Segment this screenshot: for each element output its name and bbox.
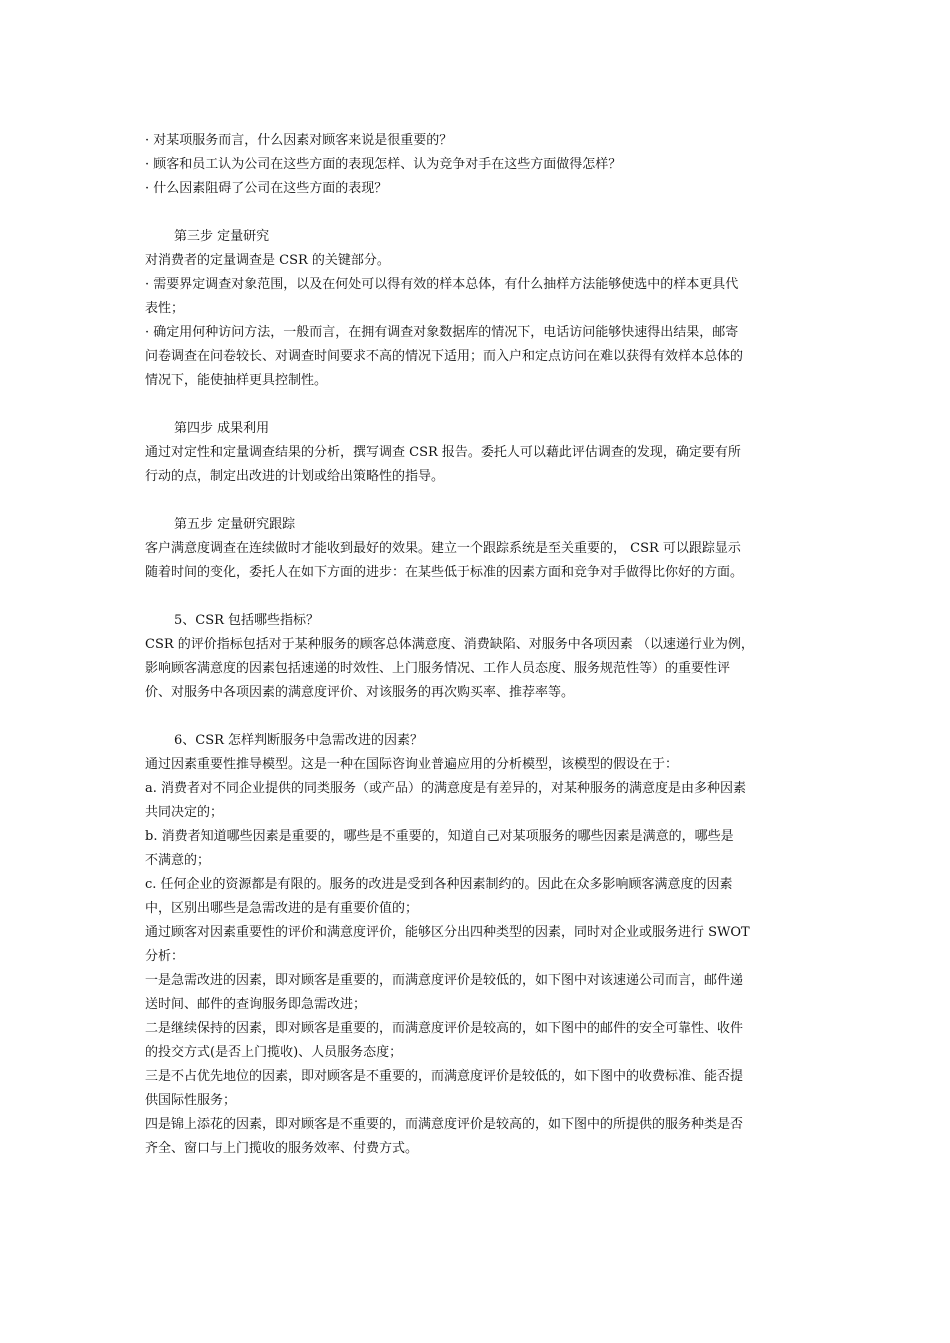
section-heading-q6: 6、CSR 怎样判断服务中急需改进的因素？ [174,733,424,748]
section-heading-step4: 第四步 成果利用 [174,421,270,436]
paragraph-line: 四是锦上添花的因素，即对顾客是不重要的，而满意度评价是较高的，如下图中的所提供的服务种类是否 [145,1117,744,1132]
paragraph-line: 随着时间的变化，委托人在如下方面的进步：在某些低于标准的因素方面和竞争对手做得比你好的方面。 [145,565,744,580]
paragraph-line: 价、对服务中各项因素的满意度评价、对该服务的再次购买率、推荐率等。 [145,685,575,700]
blank-line [145,489,810,513]
paragraph-line: 通过对定性和定量调查结果的分析，撰写调查 CSR 报告。委托人可以藉此评估调查的发现，确定要有所 [145,445,741,460]
paragraph-line: 共同决定的； [145,805,224,820]
paragraph-line: 影响顾客满意度的因素包括速递的时效性、上门服务情况、工作人员态度、服务规范性等）的重要性评 [145,661,731,676]
paragraph-line: 对消费者的定量调查是 CSR 的关键部分。 [145,253,390,268]
paragraph-line: 的投交方式(是否上门揽收)、人员服务态度； [145,1045,403,1060]
paragraph-line: 二是继续保持的因素，即对顾客是重要的，而满意度评价是较高的，如下图中的邮件的安全可靠性、收件 [145,1021,744,1036]
section-heading-step3: 第三步 定量研究 [174,229,270,244]
bullet-line: · 顾客和员工认为公司在这些方面的表现怎样、认为竞争对手在这些方面做得怎样？ [145,157,622,172]
paragraph-line: 客户满意度调查在连续做时才能收到最好的效果。建立一个跟踪系统是至关重要的， CSR 可以跟踪显示 [145,541,741,556]
paragraph-line: 送时间、邮件的查询服务即急需改进； [145,997,367,1012]
list-item-line: b. 消费者知道哪些因素是重要的，哪些是不重要的，知道自己对某项服务的哪些因素是满意的，哪些是 [145,829,734,844]
blank-line [145,201,810,225]
section-heading-step5: 第五步 定量研究跟踪 [174,517,296,532]
blank-line [145,585,810,609]
bullet-line: · 对某项服务而言，什么因素对顾客来说是很重要的？ [145,133,453,148]
bullet-line: · 什么因素阻碍了公司在这些方面的表现？ [145,181,388,196]
paragraph-line: 分析： [145,949,185,964]
paragraph-line: 通过因素重要性推导模型。这是一种在国际咨询业普遍应用的分析模型，该模型的假设在于： [145,757,679,772]
paragraph-line: 齐全、窗口与上门揽收的服务效率、付费方式。 [145,1141,419,1156]
paragraph-line: 行动的点，制定出改进的计划或给出策略性的指导。 [145,469,445,484]
bullet-line: · 确定用何种访问方法，一般而言，在拥有调查对象数据库的情况下，电话访问能够快速得出结果，邮寄 [145,325,739,340]
bullet-line: · 需要界定调查对象范围，以及在何处可以得有效的样本总体，有什么抽样方法能够使选中的样本更具代 [145,277,739,292]
section-heading-q5: 5、CSR 包括哪些指标？ [174,613,320,628]
paragraph-line: 问卷调查在问卷较长、对调查时间要求不高的情况下适用；而入户和定点访问在难以获得有效样本总体的 [145,349,744,364]
list-item-line: a. 消费者对不同企业提供的同类服务（或产品）的满意度是有差异的，对某种服务的满意度是由多种因素 [145,781,747,796]
blank-line [145,393,810,417]
paragraph-line: 情况下，能使抽样更具控制性。 [145,373,328,388]
paragraph-line: 三是不占优先地位的因素，即对顾客是不重要的，而满意度评价是较低的，如下图中的收费标准、能否提 [145,1069,744,1084]
paragraph-line: CSR 的评价指标包括对于某种服务的顾客总体满意度、消费缺陷、对服务中各项因素 （以速递行业为例， [145,637,754,652]
paragraph-line: 通过顾客对因素重要性的评价和满意度评价，能够区分出四种类型的因素，同时对企业或服务进行 SWOT [145,925,750,940]
paragraph-line: 中，区别出哪些是急需改进的是有重要价值的； [145,901,419,916]
paragraph-line: 一是急需改进的因素，即对顾客是重要的，而满意度评价是较低的，如下图中对该速递公司而言，邮件递 [145,973,744,988]
document-body [145,129,810,1161]
list-item-line: c. 任何企业的资源都是有限的。服务的改进是受到各种因素制约的。因此在众多影响顾客满意度的因素 [145,877,733,892]
paragraph-line: 供国际性服务； [145,1093,237,1108]
paragraph-line: 不满意的； [145,853,211,868]
paragraph-line: 表性； [145,301,185,316]
blank-line [145,705,810,729]
